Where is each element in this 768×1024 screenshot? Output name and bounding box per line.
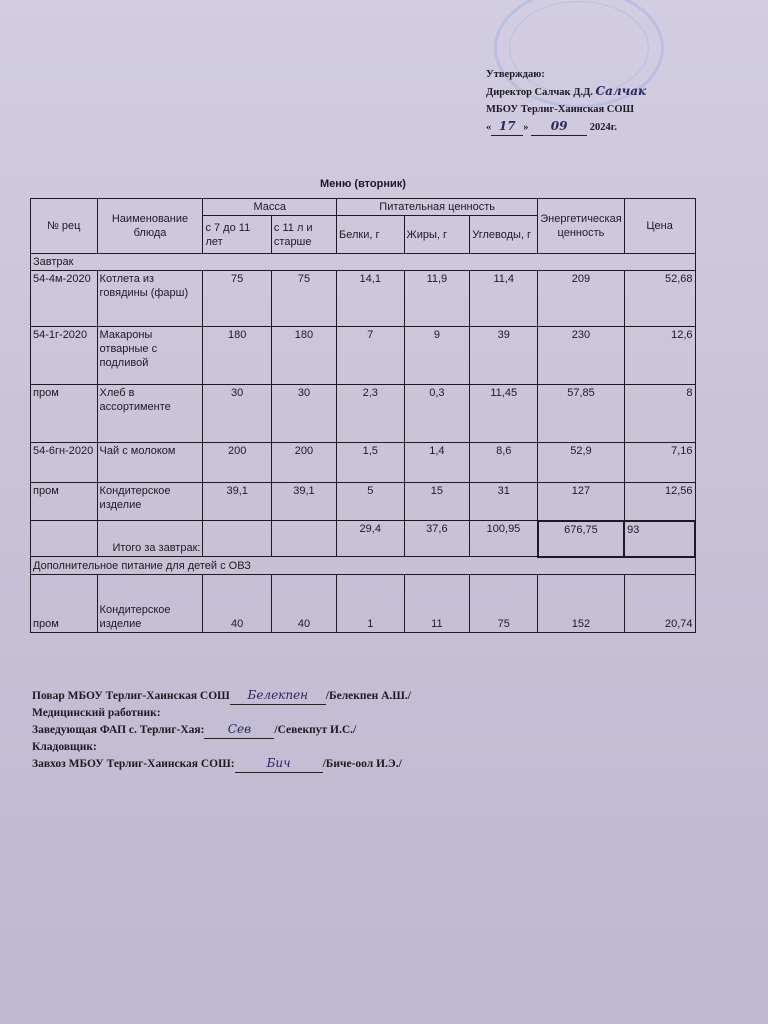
approval-date: « 17 » 09 2024г. (486, 118, 716, 136)
cell-fat: 11,9 (404, 271, 470, 327)
cell-fat: 1,4 (404, 443, 470, 483)
cell-mass-old: 40 (271, 574, 336, 632)
cell-rec: 54-6гн-2020 (31, 443, 98, 483)
cell-mass-old: 200 (271, 443, 336, 483)
fap-line: Заведующая ФАП с. Терлиг-Хая: Сев /Севекпут И.С./ (32, 721, 552, 739)
total-energy: 676,75 (538, 521, 624, 557)
approval-label: Утверждаю: (486, 69, 545, 80)
total-protein: 29,4 (337, 521, 405, 557)
cell-mass-young: 200 (203, 443, 271, 483)
cell-price: 12,6 (624, 327, 695, 385)
cell-name: Кондитерское изделие (97, 483, 203, 521)
cell-carbs: 8,6 (470, 443, 538, 483)
cell-price: 12,56 (624, 483, 695, 521)
table-row (31, 574, 696, 632)
cell-protein: 2,3 (337, 385, 405, 443)
cell-carbs: 75 (470, 574, 538, 632)
menu-table (30, 198, 696, 633)
cell-rec: пром (31, 574, 98, 632)
col-carbs-header: Углеводы, г (470, 216, 538, 254)
total-fat: 37,6 (404, 521, 470, 557)
cell-carbs: 11,4 (470, 271, 538, 327)
total-label: Итого за завтрак: (97, 521, 203, 557)
cell-energy: 52,9 (538, 443, 624, 483)
col-price-header: Цена (624, 199, 695, 254)
col-rec-header: № рец (31, 199, 98, 254)
school-name: МБОУ Терлиг-Хаинская СОШ (486, 104, 635, 115)
col-name-header: Наименование блюда (97, 199, 203, 254)
cook-line: Повар МБОУ Терлиг-Хаинская СОШ Белекпен /Белекпен А.Ш./ (32, 687, 552, 705)
cell-rec: пром (31, 385, 98, 443)
header-row-1 (31, 199, 696, 216)
cell-fat: 11 (404, 574, 470, 632)
cell-mass-old: 75 (271, 271, 336, 327)
cell-mass-old: 180 (271, 327, 336, 385)
cell-protein: 14,1 (337, 271, 405, 327)
cell-rec: пром (31, 483, 98, 521)
col-mass-header: Масса (203, 199, 337, 216)
medic-line: Медицинский работник: (32, 706, 161, 719)
col-mass-young-header: с 7 до 11 лет (203, 216, 271, 254)
cook-signature: Белекпен (230, 687, 326, 705)
cell-name: Макароны отварные с подливой (97, 327, 203, 385)
cell-protein: 1 (337, 574, 405, 632)
cell-price: 52,68 (624, 271, 695, 327)
cell-fat: 15 (404, 483, 470, 521)
supply-signature: Бич (235, 755, 323, 773)
cell-protein: 1,5 (337, 443, 405, 483)
cell-protein: 7 (337, 327, 405, 385)
cell-energy: 127 (538, 483, 624, 521)
approval-block (486, 66, 716, 136)
cell-price: 8 (624, 385, 695, 443)
signatures-block (32, 687, 552, 773)
table-row (31, 443, 696, 483)
cell-mass-young: 180 (203, 327, 271, 385)
total-carbs: 100,95 (470, 521, 538, 557)
table-row (31, 271, 696, 327)
section-breakfast-label: Завтрак (31, 254, 696, 271)
menu-title: Меню (вторник) (320, 178, 406, 190)
col-energy-header: Энергетическая ценность (538, 199, 624, 254)
table-row (31, 385, 696, 443)
cell-fat: 0,3 (404, 385, 470, 443)
cell-protein: 5 (337, 483, 405, 521)
total-price: 93 (624, 521, 695, 557)
cell-rec: 54-1г-2020 (31, 327, 98, 385)
col-mass-old-header: с 11 л и старше (271, 216, 336, 254)
cell-carbs: 11,45 (470, 385, 538, 443)
cell-mass-old: 39,1 (271, 483, 336, 521)
cell-name: Хлеб в ассортименте (97, 385, 203, 443)
section-extra (31, 557, 696, 575)
section-extra-label: Дополнительное питание для детей с ОВЗ (31, 557, 696, 575)
cell-name: Котлета из говядины (фарш) (97, 271, 203, 327)
supply-line: Завхоз МБОУ Терлиг-Хаинская СОШ: Бич /Биче-оол И.Э./ (32, 755, 552, 773)
table-row (31, 327, 696, 385)
cell-energy: 57,85 (538, 385, 624, 443)
director-signature: Салчак (595, 84, 647, 98)
cell-mass-young: 75 (203, 271, 271, 327)
director-label: Директор Салчак Д.Д. (486, 87, 593, 98)
cell-carbs: 31 (470, 483, 538, 521)
cell-carbs: 39 (470, 327, 538, 385)
cell-name: Кондитерское изделие (97, 574, 203, 632)
table-row (31, 483, 696, 521)
storekeeper-line: Кладовщик: (32, 740, 97, 753)
total-row (31, 521, 696, 557)
fap-signature: Сев (204, 721, 274, 739)
cell-name: Чай с молоком (97, 443, 203, 483)
section-breakfast (31, 254, 696, 271)
cell-mass-old: 30 (271, 385, 336, 443)
cell-rec: 54-4м-2020 (31, 271, 98, 327)
cell-price: 7,16 (624, 443, 695, 483)
cell-mass-young: 30 (203, 385, 271, 443)
col-fat-header: Жиры, г (404, 216, 470, 254)
cell-fat: 9 (404, 327, 470, 385)
cell-energy: 209 (538, 271, 624, 327)
cell-mass-young: 40 (203, 574, 271, 632)
cell-energy: 230 (538, 327, 624, 385)
col-nutrition-header: Питательная ценность (337, 199, 538, 216)
col-protein-header: Белки, г (337, 216, 405, 254)
cell-energy: 152 (538, 574, 624, 632)
cell-price: 20,74 (624, 574, 695, 632)
cell-mass-young: 39,1 (203, 483, 271, 521)
